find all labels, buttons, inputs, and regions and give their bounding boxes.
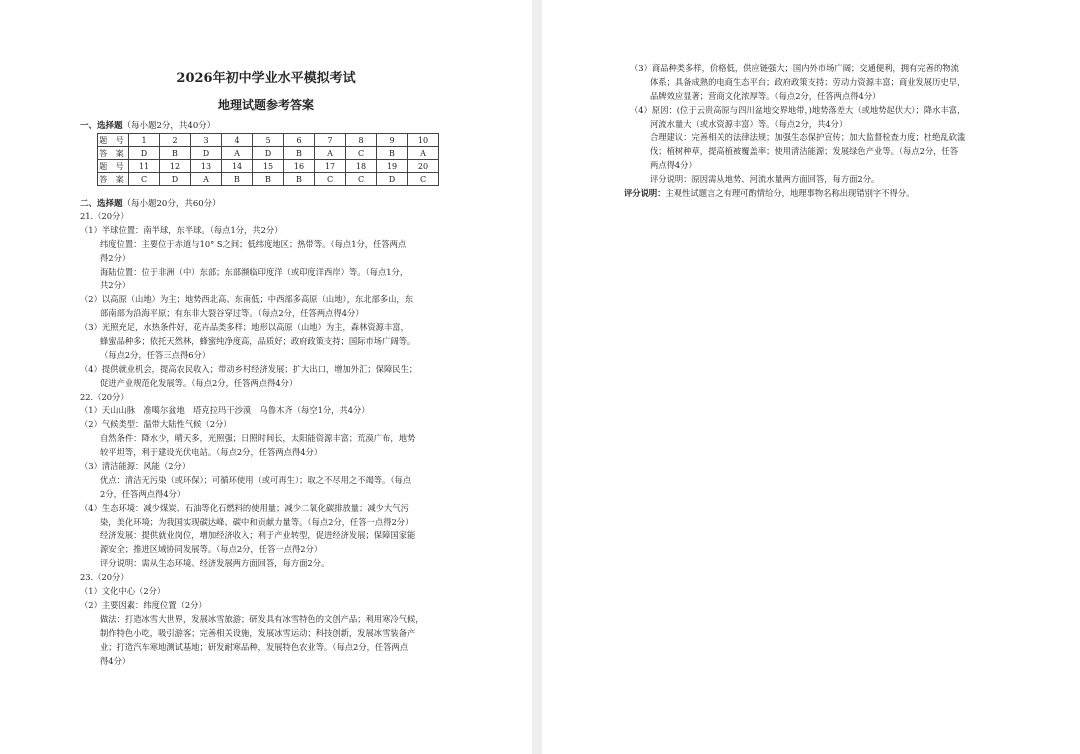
answer-line: 共2分） (100, 280, 131, 291)
answer-line: 较平坦等，利于建设光伏电站。（每点2分，任答两点得4分） (100, 447, 323, 458)
answer-line: 得4分） (100, 655, 131, 666)
table-cell: 20 (408, 160, 439, 173)
answer-line: （每点2分，任答三点得6分） (100, 349, 211, 360)
answer-line: （4）提供就业机会，提高农民收入；带动乡村经济发展；扩大出口，增加外汇；保障民生； (80, 363, 418, 374)
table-cell: 2 (160, 134, 191, 147)
answer-line: 经济发展：提供就业岗位，增加经济收入；利于产业转型，促进经济发展；保障国家能 (100, 530, 416, 541)
answer-line: （4）原因：(位于云贵高原与四川盆地交界地带，)地势落差大（或地势起伏大）；降水丰富， (630, 104, 966, 115)
answer-line: 23.（20分） (80, 572, 129, 583)
answer-page-right (542, 0, 1080, 754)
table-cell: 11 (129, 160, 160, 173)
answer-line: （3）清洁能源：风能（2分） (80, 461, 191, 472)
table-row (98, 147, 439, 160)
answer-line: 优点：清洁无污染（或环保）；可循环使用（或可再生）；取之不尽用之不竭等。（每点 (100, 474, 412, 485)
table-cell: D (160, 173, 191, 186)
table-cell: 6 (284, 134, 315, 147)
table-cell: C (129, 173, 160, 186)
table-cell: B (160, 147, 191, 160)
table-cell: B (222, 173, 253, 186)
answer-line: 纬度位置：主要位于赤道与10° S之间；低纬度地区；热带等。（每点1分，任答两点 (100, 238, 407, 249)
table-cell: A (222, 147, 253, 160)
table-cell: D (253, 147, 284, 160)
table-cell: 3 (191, 134, 222, 147)
table-cell: 9 (377, 134, 408, 147)
table-cell: 18 (346, 160, 377, 173)
table-row-label: 题 号 (99, 161, 127, 171)
answer-line: （2）以高原（山地）为主；地势西北高、东南低；中西部多高原（山地），东北部多山，东 (80, 294, 414, 305)
exam-subtitle: 地理试题参考答案 (217, 98, 314, 112)
table-cell: D (377, 173, 408, 186)
table-cell: B (284, 173, 315, 186)
answer-line: 促进产业规范化发展等。（每点2分，任答两点得4分） (100, 377, 298, 388)
answer-line: 制作特色小吃，吸引游客；完善相关设施，发展冰雪运动；科技创新，发展冰雪装备产 (100, 627, 416, 638)
table-cell: A (408, 147, 439, 160)
answer-line: 自然条件：降水少，晴天多，光照强；日照时间长，太阳能资源丰富；荒漠广布，地势 (100, 433, 416, 444)
answer-line: 评分说明：原因需从地势、河流水量两方面回答，每方面2分。 (650, 174, 880, 185)
answer-line: 评分说明：需从生态环境、经济发展两方面回答，每方面2分。 (100, 558, 330, 569)
table-cell: 4 (222, 134, 253, 147)
answer-text-left (80, 210, 424, 668)
table-row (98, 160, 439, 173)
table-cell: 17 (315, 160, 346, 173)
answer-page-left (0, 0, 532, 754)
answer-line: （4）生态环境：减少煤炭、石油等化石燃料的使用量；减少二氧化碳排放量；减少大气污 (80, 502, 409, 513)
table-cell: B (253, 173, 284, 186)
answer-text-right (630, 62, 965, 187)
table-cell: B (284, 147, 315, 160)
answer-line: （2）主要因素：纬度位置（2分） (80, 599, 207, 610)
answer-line: 染，美化环境；为我国实现碳达峰、碳中和贡献力量等。（每点2分，任答一点得2分） (100, 516, 414, 527)
answer-line: 品牌效应显著；营商文化浓厚等。（每点2分，任答两点得4分） (650, 90, 881, 101)
answer-line: 2分，任答两点得4分） (100, 488, 186, 499)
table-cell: 5 (253, 134, 284, 147)
section2-note: （每小题20分，共60分） (122, 199, 221, 209)
table-cell: 19 (377, 160, 408, 173)
scoring-label: 评分说明： (624, 188, 666, 198)
table-row (98, 134, 439, 147)
table-cell: C (346, 147, 377, 160)
table-cell: 14 (222, 160, 253, 173)
answer-line: 蜂蜜品种多；依托天然林，蜂蜜纯净度高，品质好；政府政策支持；国际市场广阔等。 (100, 336, 416, 347)
answer-line: 合理建议：完善相关的法律法规；加强生态保护宣传；加大监督检查力度；杜绝乱砍滥 (650, 132, 966, 143)
table-cell: C (315, 173, 346, 186)
answer-line: 部南部为沿海平原；有东非大裂谷穿过等。（每点2分，任答两点得4分） (100, 308, 364, 319)
section2-heading (80, 197, 221, 209)
answer-line: （3）商品种类多样，价格低，供应链强大；国内外市场广阔；交通便利，拥有完善的物流 (630, 63, 959, 73)
table-row-label: 答 案 (99, 148, 127, 158)
section1-note: （每小题2分，共40分） (122, 121, 216, 131)
table-cell: A (191, 173, 222, 186)
answer-line: （1）文化中心（2分） (80, 586, 166, 597)
answer-line: （3）光照充足，水热条件好，花卉品类多样；地形以高原（山地）为主，森林资源丰富， (80, 322, 409, 333)
table-cell: A (315, 147, 346, 160)
table-cell: 15 (253, 160, 284, 173)
answer-line: 21.（20分） (80, 211, 129, 221)
answer-table (97, 133, 439, 186)
section1-heading (80, 119, 215, 131)
table-cell: 1 (129, 134, 160, 147)
answer-line: 河流水量大（或水资源丰富）等。（每点2分，共4分） (650, 118, 848, 129)
table-cell: D (129, 147, 160, 160)
answer-line: 伐；植树种草，提高植被覆盖率；使用清洁能源；发展绿色产业等。（每点2分，任答 (650, 146, 959, 157)
table-row (98, 173, 439, 186)
table-row-label: 题 号 (99, 135, 127, 145)
scoring-note (624, 187, 914, 201)
answer-line: 体系；具备成熟的电商生态平台；政府政策支持；劳动力资源丰富；商业发展历史早， (650, 76, 966, 87)
table-cell: 16 (284, 160, 315, 173)
table-cell: 8 (346, 134, 377, 147)
section1-label: 一、选择题 (80, 121, 123, 131)
answer-line: 海陆位置：位于非洲（中）东部；东部濒临印度洋（或印度洋西岸）等。（每点1分， (100, 266, 409, 277)
exam-title: 2026年初中学业水平模拟考试 (176, 71, 356, 86)
answer-line: 得2分） (100, 252, 131, 263)
table-cell: B (377, 147, 408, 160)
answer-line: （1）半球位置：南半球，东半球。（每点1分，共2分） (80, 224, 283, 235)
table-cell: 10 (408, 134, 439, 147)
answer-line: （2）气候类型：温带大陆性气候（2分） (80, 419, 232, 430)
answer-line: （1）天山山脉 准噶尔盆地 塔克拉玛干沙漠 乌鲁木齐（每空1分，共4分） (80, 405, 370, 416)
table-cell: C (346, 173, 377, 186)
table-cell: 13 (191, 160, 222, 173)
answer-line: 两点得4分） (650, 160, 697, 171)
section2-label: 二、选择题 (80, 199, 123, 209)
answer-line: 22.（20分） (80, 391, 129, 402)
table-cell: 12 (160, 160, 191, 173)
answer-line: 业；打造汽车寒地测试基地；研发耐寒品种，发展特色农业等。（每点2分，任答两点 (100, 641, 409, 652)
answer-line: 做法：打造冰雪大世界，发展冰雪旅游；研发具有冰雪特色的文创产品；利用寒冷气候， (100, 613, 424, 624)
answer-line: 源安全；推进区域协同发展等。（每点2分，任答一点得2分） (100, 544, 323, 555)
scoring-text: 主观性试题言之有理可酌情给分，地理事物名称出现错别字不得分。 (665, 188, 915, 198)
table-cell: D (191, 147, 222, 160)
table-row-label: 答 案 (99, 174, 127, 184)
table-cell: 7 (315, 134, 346, 147)
table-cell: C (408, 173, 439, 186)
